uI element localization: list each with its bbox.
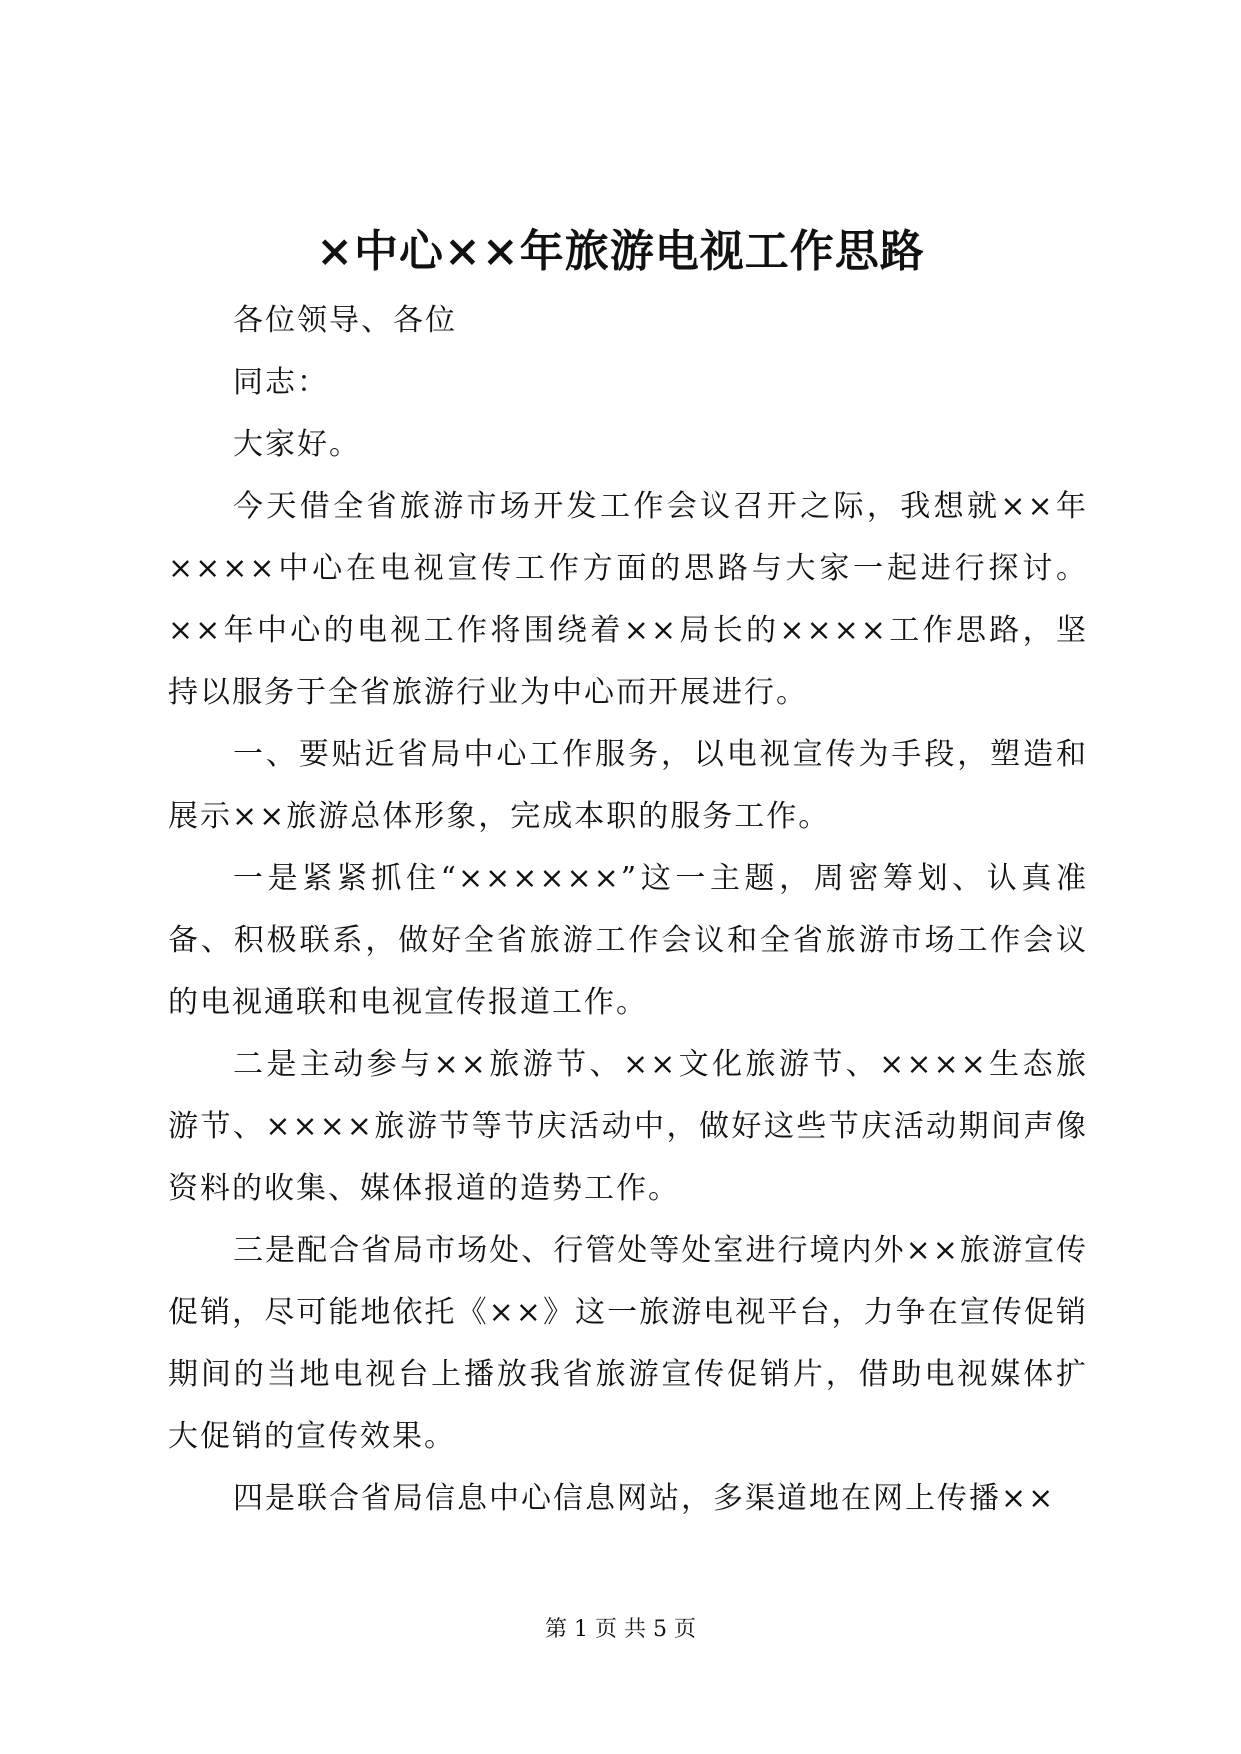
paragraph: 二是主动参与××旅游节、××文化旅游节、××××生态旅游节、××××旅游节等节庆活动中，做好这些节庆活动期间声像资料的收集、媒体报道的造势工作。 <box>168 1047 1088 1206</box>
page-number-footer: 第 1 页 共 5 页 <box>545 1617 696 1642</box>
paragraph: 同志： <box>233 365 329 400</box>
paragraph: 大家好。 <box>233 427 361 462</box>
paragraph: 四是联合省局信息中心信息网站，多渠道地在网上传播×× <box>233 1481 1056 1516</box>
paragraph: 三是配合省局市场处、行管处等处室进行境内外××旅游宣传促销，尽可能地依托《××》这一旅游电视平台，力争在宣传促销期间的当地电视台上播放我省旅游宣传促销片，借助电视媒体扩大促销的宣传效果。 <box>168 1233 1088 1454</box>
document-title: ×中心××年旅游电视工作思路 <box>316 226 925 277</box>
paragraph: 一、要贴近省局中心工作服务，以电视宣传为手段，塑造和展示××旅游总体形象，完成本职的服务工作。 <box>168 737 1088 834</box>
document-body <box>168 290 1088 1530</box>
paragraph: 一是紧紧抓住“××××××”这一主题，周密筹划、认真准备、积极联系，做好全省旅游工作会议和全省旅游市场工作会议的电视通联和电视宣传报道工作。 <box>168 861 1088 1020</box>
paragraph: 今天借全省旅游市场开发工作会议召开之际，我想就××年××××中心在电视宣传工作方面的思路与大家一起进行探讨。××年中心的电视工作将围绕着××局长的××××工作思路，坚持以服务于全省旅游行业为中心而开展进行。 <box>168 489 1088 710</box>
paragraph: 各位领导、各位 <box>233 303 457 338</box>
